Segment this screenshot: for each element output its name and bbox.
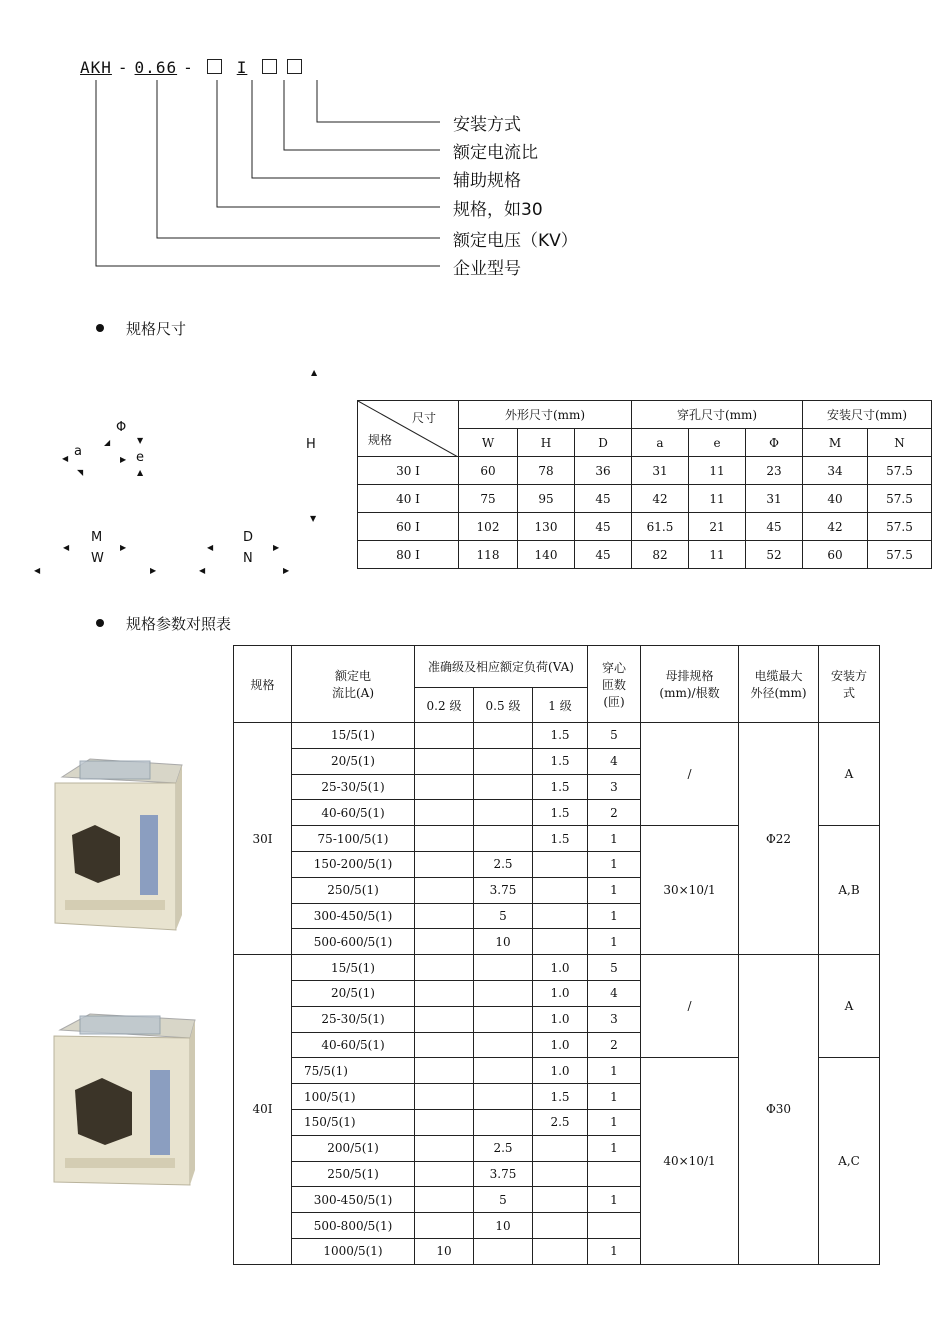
diagram-H: H [306, 437, 316, 452]
table-row: 40I 15/5(1) 1.0 5 / Φ30 A [234, 955, 880, 981]
table-row: 150/5(1) 2.5 1 [234, 1109, 880, 1135]
table-row: 40-60/5(1) 1.0 2 [234, 1032, 880, 1058]
table-row: 250/5(1) 3.75 [234, 1161, 880, 1187]
group-header-mount: 安装尺寸(mm) [803, 401, 932, 429]
header-busbar: 母排规格 (mm)/根数 [641, 646, 739, 723]
table-row: 40-60/5(1) 1.5 2 [234, 800, 880, 826]
code-prefix: AKH [80, 58, 112, 77]
table-row: 20/5(1) 1.5 4 [234, 748, 880, 774]
code-series: I [236, 58, 248, 77]
label-rated-ratio: 额定电流比 [453, 143, 538, 163]
subheader: M [803, 429, 868, 457]
diagram-D: D [243, 530, 254, 545]
label-aux-spec: 辅助规格 [453, 171, 521, 191]
header-spec: 规格 [234, 646, 292, 723]
table-row: 60 I 102 130 45 61.5 21 45 42 57.5 [358, 513, 932, 541]
code-dash: - [183, 58, 194, 77]
diagram-M: M [91, 530, 103, 545]
diagram-W: W [91, 551, 104, 566]
header-turns: 穿心 匝数 (匝) [588, 646, 641, 723]
table-row: 300-450/5(1) 5 1 [234, 1187, 880, 1213]
label-rated-voltage: 额定电压（KV） [453, 231, 578, 251]
table-row: 75/5(1) 1.0 1 40×10/1 A,C [234, 1058, 880, 1084]
mount-cell: A [819, 723, 880, 826]
subheader: e [689, 429, 746, 457]
parameter-table [233, 645, 880, 1265]
group-header-outline: 外形尺寸(mm) [459, 401, 632, 429]
corner-bottom-label: 规格 [368, 433, 393, 447]
label-mount-method: 安装方式 [453, 115, 521, 135]
dimension-diagram: ▲ Φ ◢ ▼ H ◀ a ▶ e ◥ ▲ ▼ M ◀ ▶ D ◀ ▶ W ◀ ▶ N ◀ ▶ [34, 368, 318, 575]
code-dash: - [117, 58, 129, 77]
header-cable: 电缆最大 外径(mm) [739, 646, 819, 723]
header-class-05: 0.5 级 [474, 688, 533, 723]
table-row: 100/5(1) 1.5 1 [234, 1084, 880, 1110]
table-row: 500-600/5(1) 10 1 [234, 929, 880, 955]
corner-diagonal [358, 401, 458, 457]
product-photo-30I [50, 755, 185, 935]
table-row: 80 I 118 140 45 82 11 52 60 57.5 [358, 541, 932, 569]
section-title-dimensions: 规格尺寸 [96, 318, 186, 339]
busbar-cell: 40×10/1 [641, 1058, 739, 1264]
header-mount: 安装方 式 [819, 646, 880, 723]
header-class-1: 1 级 [533, 688, 588, 723]
table-row: 25-30/5(1) 1.0 3 [234, 1006, 880, 1032]
dimension-table [357, 400, 932, 569]
label-company-model: 企业型号 [453, 259, 521, 279]
busbar-cell: 30×10/1 [641, 826, 739, 955]
table-row: 500-800/5(1) 10 [234, 1213, 880, 1239]
table-row: 30I 15/5(1) 1.5 5 / Φ22 A [234, 723, 880, 749]
section-title-parameters: 规格参数对照表 [96, 613, 231, 634]
mount-cell: A,C [819, 1058, 880, 1264]
mount-cell: A,B [819, 826, 880, 955]
mount-cell: A [819, 955, 880, 1058]
diagram-phi: Φ [116, 420, 127, 435]
product-photo-40I [50, 1010, 200, 1190]
header-class-02: 0.2 级 [415, 688, 474, 723]
table-corner-cell [358, 401, 459, 457]
diagram-N: N [243, 551, 253, 566]
bullet-icon [96, 324, 104, 332]
diagram-e: e [136, 450, 144, 465]
header-rated-ratio: 额定电 流比(A) [292, 646, 415, 723]
table-row: 30 I 60 78 36 31 11 23 34 57.5 [358, 457, 932, 485]
cable-cell: Φ30 [739, 955, 819, 1265]
header-accuracy: 准确级及相应额定负荷(VA) [415, 646, 588, 688]
corner-top-label: 尺寸 [411, 411, 436, 425]
subheader: H [518, 429, 575, 457]
busbar-cell: / [641, 723, 739, 826]
subheader: D [575, 429, 632, 457]
table-row: 300-450/5(1) 5 1 [234, 903, 880, 929]
table-row: 75-100/5(1) 1.5 1 30×10/1 A,B [234, 826, 880, 852]
table-row: 200/5(1) 2.5 1 [234, 1135, 880, 1161]
table-row: 25-30/5(1) 1.5 3 [234, 774, 880, 800]
subheader: N [868, 429, 932, 457]
busbar-cell: / [641, 955, 739, 1058]
subheader: a [632, 429, 689, 457]
spec-cell-30I: 30I [234, 723, 292, 955]
diagram-a: a [74, 444, 82, 459]
spec-cell-40I: 40I [234, 955, 292, 1265]
table-row: 20/5(1) 1.0 4 [234, 980, 880, 1006]
table-row: 150-200/5(1) 2.5 1 [234, 851, 880, 877]
table-row: 250/5(1) 3.75 1 [234, 877, 880, 903]
table-row: 40 I 75 95 45 42 11 31 40 57.5 [358, 485, 932, 513]
table-row: 1000/5(1) 10 1 [234, 1238, 880, 1264]
group-header-hole: 穿孔尺寸(mm) [632, 401, 803, 429]
code-voltage: 0.66 [134, 58, 178, 77]
subheader: W [459, 429, 518, 457]
bullet-icon [96, 619, 104, 627]
cable-cell: Φ22 [739, 723, 819, 955]
subheader: Φ [746, 429, 803, 457]
label-spec: 规格，如30 [453, 200, 543, 220]
